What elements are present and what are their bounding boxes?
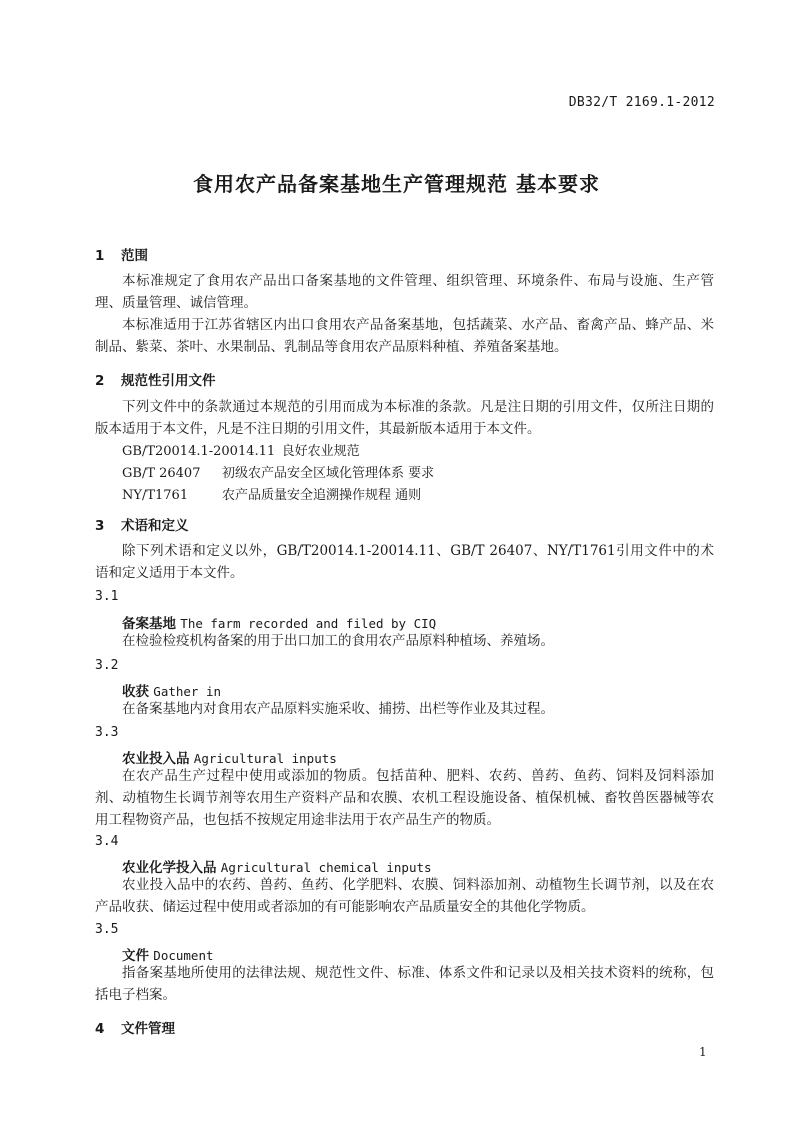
section-number: 1 bbox=[95, 248, 105, 264]
page-title: 食用农产品备案基地生产管理规范 基本要求 bbox=[193, 172, 600, 196]
clause-number: 3.5 bbox=[95, 922, 119, 937]
reference-code: GB/T20014.1-20014.11 bbox=[122, 444, 276, 459]
section-title: 文件管理 bbox=[121, 1021, 175, 1037]
term-definition: 在备案基地内对食用农产品原料实施采收、捕捞、出栏等作业及其过程。 bbox=[122, 701, 554, 717]
clause-number: 3.1 bbox=[95, 589, 119, 604]
section-heading-terms bbox=[95, 514, 189, 534]
reference-item bbox=[122, 484, 421, 503]
term-zh: 农业投入品 bbox=[122, 751, 190, 767]
reference-code: NY/T1761 bbox=[122, 488, 189, 503]
section-heading-document-management bbox=[95, 1017, 175, 1037]
term-definition: 指备案基地所使用的法律法规、规范性文件、标准、体系文件和记录以及相关技术资料的统称，包括电子档案。 bbox=[95, 965, 714, 1003]
page-number: 1 bbox=[699, 1045, 707, 1059]
term-zh: 农业化学投入品 bbox=[122, 860, 217, 876]
term-zh: 备案基地 bbox=[122, 616, 176, 632]
term-zh: 文件 bbox=[122, 948, 149, 964]
term-en: The farm recorded and filed by CIQ bbox=[180, 616, 437, 631]
section-title: 术语和定义 bbox=[121, 518, 189, 534]
term-heading bbox=[122, 856, 432, 876]
section-heading-normative-references bbox=[95, 369, 216, 389]
term-en: Gather in bbox=[153, 684, 222, 699]
reference-code: GB/T 26407 bbox=[122, 466, 201, 481]
reference-title: 初级农产品安全区域化管理体系 要求 bbox=[222, 466, 435, 481]
paragraph: 本标准适用于江苏省辖区内出口食用农产品备案基地，包括蔬菜、水产品、畜禽产品、蜂产品、米制品、紫菜、茶叶、水果制品、乳制品等食用农产品原料种植、养殖备案基地。 bbox=[95, 317, 714, 355]
term-definition: 在农产品生产过程中使用或添加的物质。包括苗种、肥料、农药、兽药、鱼药、饲料及饲料添加剂、动植物生长调节剂等农用生产资料产品和农膜、农机工程设施设备、植保机械、畜牧兽医器械等农用工程物资产品，也包括不按规定用途非法用于农产品生产的物质。 bbox=[95, 768, 714, 828]
reference-title: 良好农业规范 bbox=[281, 444, 360, 459]
reference-item bbox=[122, 462, 434, 481]
section-heading-scope bbox=[95, 244, 148, 264]
term-heading bbox=[122, 747, 337, 767]
section-title: 规范性引用文件 bbox=[121, 373, 216, 389]
clause-number: 3.3 bbox=[95, 725, 119, 740]
term-zh: 收获 bbox=[122, 684, 149, 700]
term-heading bbox=[122, 944, 214, 964]
section-number: 2 bbox=[95, 373, 105, 389]
term-en: Document bbox=[153, 948, 214, 963]
reference-item bbox=[122, 440, 360, 459]
section-number: 4 bbox=[95, 1021, 105, 1037]
term-heading bbox=[122, 612, 436, 632]
clause-number: 3.2 bbox=[95, 658, 119, 673]
term-definition: 在检验检疫机构备案的用于出口加工的食用农产品原料种植场、养殖场。 bbox=[122, 633, 554, 649]
paragraph: 下列文件中的条款通过本规范的引用而成为本标准的条款。凡是注日期的引用文件，仅所注日期的版本适用于本文件，凡是不注日期的引用文件，其最新版本适用于本文件。 bbox=[95, 399, 714, 437]
section-number: 3 bbox=[95, 518, 105, 534]
term-en: Agricultural chemical inputs bbox=[220, 860, 432, 875]
term-en: Agricultural inputs bbox=[193, 751, 337, 766]
section-title: 范围 bbox=[121, 248, 148, 264]
clause-number: 3.4 bbox=[95, 834, 119, 849]
term-definition: 农业投入品中的农药、兽药、鱼药、化学肥料、农膜、饲料添加剂、动植物生长调节剂，以及在农产品收获、储运过程中使用或者添加的有可能影响农产品质量安全的其他化学物质。 bbox=[95, 877, 714, 915]
paragraph: 除下列术语和定义以外，GB/T20014.1-20014.11、GB/T 26407、NY/T1761引用文件中的术语和定义适用于本文件。 bbox=[95, 543, 714, 581]
document-code: DB32/T 2169.1-2012 bbox=[568, 95, 715, 110]
reference-title: 农产品质量安全追溯操作规程 通则 bbox=[222, 488, 422, 503]
paragraph: 本标准规定了食用农产品出口备案基地的文件管理、组织管理、环境条件、布局与设施、生产管理、质量管理、诚信管理。 bbox=[95, 273, 714, 311]
term-heading bbox=[122, 680, 221, 700]
